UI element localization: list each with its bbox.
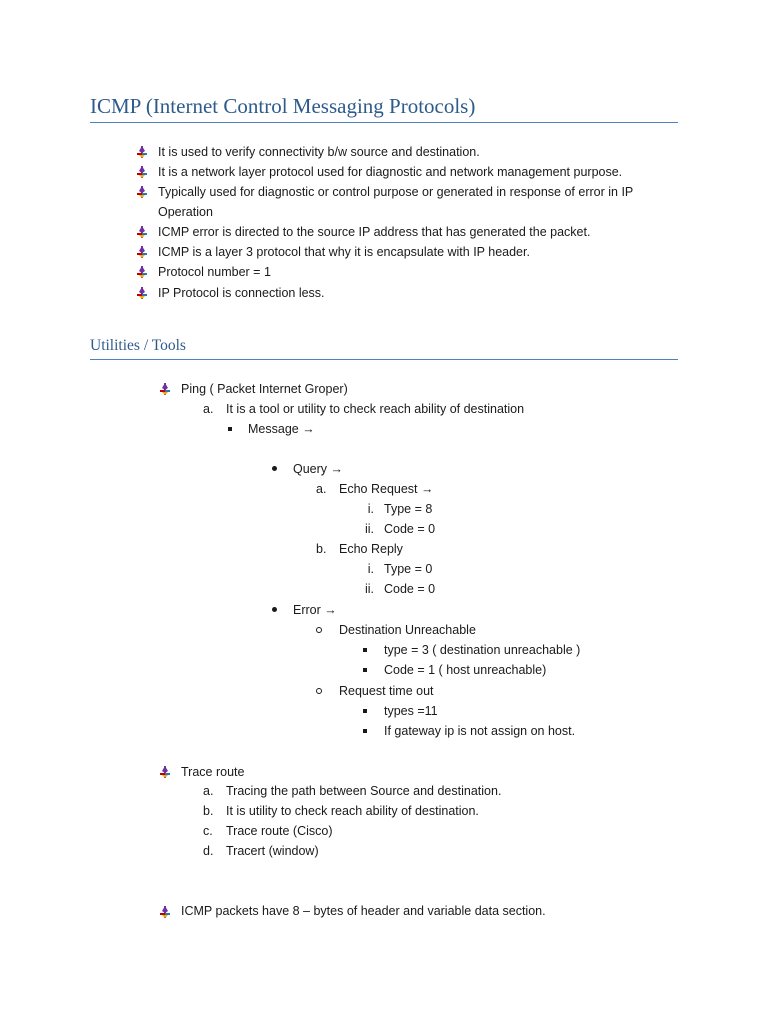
arrow-bullet-icon [136, 166, 148, 178]
echo-request-type: Type = 8 [384, 502, 433, 516]
circle-bullet [316, 627, 322, 633]
arrow-bullet-icon [136, 287, 148, 299]
traceroute-item: It is utility to check reach ability of destination. [226, 804, 479, 818]
echo-reply-type: Type = 0 [384, 562, 433, 576]
disc-bullet [272, 607, 277, 612]
echo-request-code: Code = 0 [384, 522, 436, 536]
circle-bullet [316, 688, 322, 694]
square-bullet [363, 648, 367, 652]
traceroute-item: Trace route (Cisco) [226, 824, 333, 838]
traceroute-label: Trace route [181, 765, 245, 779]
intro-bullet: IP Protocol is connection less. [158, 286, 325, 300]
echo-reply-code: Code = 0 [384, 582, 436, 596]
unreachable-code: Code = 1 ( host unreachable) [384, 663, 547, 677]
query-label: Query → [293, 462, 344, 476]
intro-bullet: Typically used for diagnostic or control purpose or generated in response of error in IP [158, 185, 634, 199]
list-marker: i. [367, 562, 374, 576]
echo-request-label: Echo Request → [339, 482, 434, 496]
arrow-bullet-icon [159, 383, 171, 395]
intro-bullet: It is a network layer protocol used for diagnostic and network management purpose. [158, 165, 623, 179]
square-bullet [363, 709, 367, 713]
intro-bullet: It is used to verify connectivity b/w source and destination. [158, 145, 480, 159]
list-marker: i. [367, 502, 374, 516]
arrow-bullet-icon [159, 766, 171, 778]
list-marker: b. [316, 542, 327, 556]
list-marker: ii. [364, 522, 374, 536]
section-rule [90, 359, 678, 360]
title-rule [90, 122, 678, 123]
arrow-bullet-icon [136, 146, 148, 158]
request-timeout-label: Request time out [339, 684, 434, 698]
arrow-bullet-icon [136, 266, 148, 278]
arrow-bullet-icon [136, 186, 148, 198]
icmp-header-note: ICMP packets have 8 – bytes of header and variable data section. [181, 904, 546, 918]
timeout-types: types =11 [384, 704, 438, 718]
list-marker: d. [203, 844, 214, 858]
list-marker: a. [203, 784, 214, 798]
list-marker: a. [203, 402, 214, 416]
ping-description: It is a tool or utility to check reach ability of destination [226, 402, 525, 416]
timeout-note: If gateway ip is not assign on host. [384, 724, 576, 738]
destination-unreachable-label: Destination Unreachable [339, 623, 476, 637]
intro-bullet: ICMP error is directed to the source IP address that has generated the packet. [158, 225, 591, 239]
square-bullet [228, 427, 232, 431]
message-label: Message → [248, 422, 315, 436]
square-bullet [363, 729, 367, 733]
document-title: ICMP (Internet Control Messaging Protocols) [90, 94, 476, 118]
error-label: Error → [293, 603, 337, 617]
arrow-bullet-icon [136, 246, 148, 258]
square-bullet [363, 668, 367, 672]
arrow-bullet-icon [159, 906, 171, 918]
arrow-bullet-icon [136, 226, 148, 238]
list-marker: ii. [364, 582, 374, 596]
echo-reply-label: Echo Reply [339, 542, 403, 556]
traceroute-item: Tracing the path between Source and destination. [226, 784, 502, 798]
intro-bullet: Protocol number = 1 [158, 265, 271, 279]
ping-label: Ping ( Packet Internet Groper) [181, 382, 348, 396]
list-marker: b. [203, 804, 214, 818]
intro-bullet-continuation: Operation [158, 205, 213, 219]
disc-bullet [272, 466, 277, 471]
list-marker: c. [203, 824, 213, 838]
unreachable-type: type = 3 ( destination unreachable ) [384, 643, 581, 657]
section-title: Utilities / Tools [90, 337, 186, 354]
list-marker: a. [316, 482, 327, 496]
intro-bullet: ICMP is a layer 3 protocol that why it is encapsulate with IP header. [158, 245, 530, 259]
traceroute-item: Tracert (window) [226, 844, 319, 858]
